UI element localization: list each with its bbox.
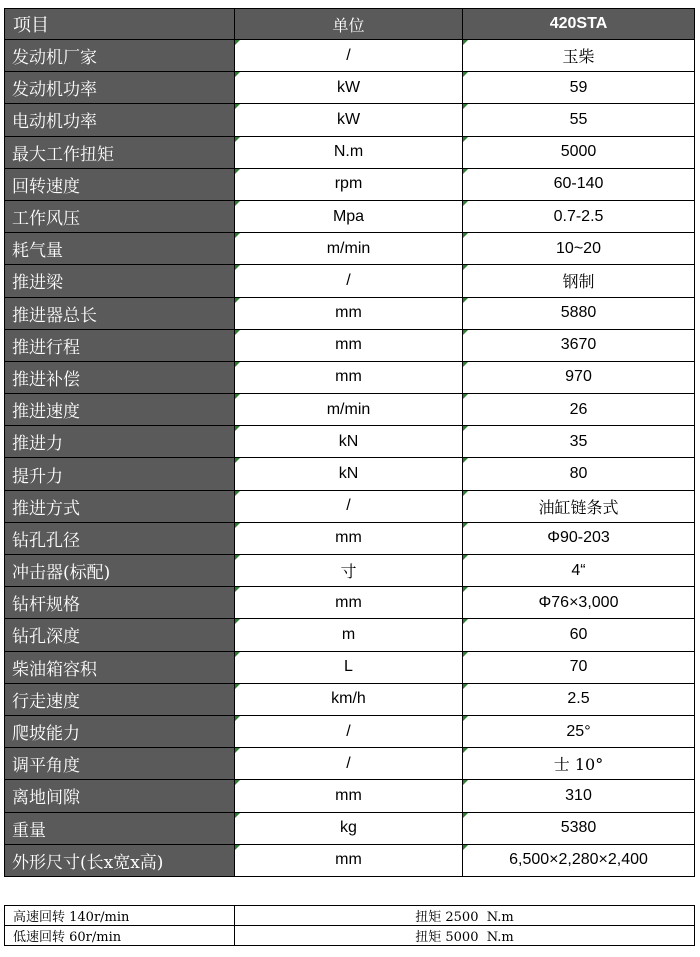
spec-row [5, 40, 695, 72]
spec-unit: mm [235, 361, 463, 393]
spec-value: 2.5 [463, 683, 695, 715]
spec-value: 5380 [463, 812, 695, 844]
spec-unit: m/min [235, 233, 463, 265]
spec-value: 60-140 [463, 168, 695, 200]
spec-value: 70 [463, 651, 695, 683]
spec-item-label: 柴油箱容积 [5, 651, 235, 683]
torque-value: 扭矩 5000 N.m [235, 926, 695, 946]
spec-value: 玉柴 [463, 40, 695, 72]
spec-item-label: 最大工作扭矩 [5, 136, 235, 168]
header-item: 项目 [5, 9, 235, 40]
spec-value: Φ90-203 [463, 522, 695, 554]
spec-unit: m [235, 619, 463, 651]
spec-value: 60 [463, 619, 695, 651]
spec-value: 5000 [463, 136, 695, 168]
spec-value: 35 [463, 426, 695, 458]
spec-unit: km/h [235, 683, 463, 715]
spec-row [5, 233, 695, 265]
spec-row [5, 619, 695, 651]
spec-item-label: 推进力 [5, 426, 235, 458]
spec-unit: N.m [235, 136, 463, 168]
spec-unit: / [235, 265, 463, 297]
spec-body [5, 40, 695, 877]
spec-unit: Mpa [235, 200, 463, 232]
spec-item-label: 回转速度 [5, 168, 235, 200]
spec-value: 3670 [463, 329, 695, 361]
torque-value: 扭矩 2500 N.m [235, 906, 695, 926]
spec-value: 4“ [463, 555, 695, 587]
spec-row [5, 168, 695, 200]
spec-unit: m/min [235, 394, 463, 426]
spec-unit: kN [235, 458, 463, 490]
spec-row [5, 104, 695, 136]
spec-unit: mm [235, 587, 463, 619]
spec-row [5, 683, 695, 715]
spec-item-label: 电动机功率 [5, 104, 235, 136]
header-row [5, 9, 695, 40]
spec-item-label: 爬坡能力 [5, 715, 235, 747]
spec-value: 0.7-2.5 [463, 200, 695, 232]
spec-unit: mm [235, 329, 463, 361]
spec-row [5, 844, 695, 876]
spec-item-label: 冲击器(标配) [5, 555, 235, 587]
spec-row [5, 587, 695, 619]
spec-item-label: 推进器总长 [5, 297, 235, 329]
spec-row [5, 329, 695, 361]
spec-row [5, 361, 695, 393]
torque-row-high [5, 906, 695, 926]
spec-item-label: 推进梁 [5, 265, 235, 297]
spec-item-label: 钻孔孔径 [5, 522, 235, 554]
torque-row-low [5, 926, 695, 946]
spec-row [5, 426, 695, 458]
spec-row [5, 715, 695, 747]
spec-row [5, 490, 695, 522]
spec-row [5, 265, 695, 297]
spec-value: Φ76×3,000 [463, 587, 695, 619]
spec-item-label: 工作风压 [5, 200, 235, 232]
spec-value: 6,500×2,280×2,400 [463, 844, 695, 876]
spec-row [5, 651, 695, 683]
spec-unit: kW [235, 72, 463, 104]
spec-unit: mm [235, 522, 463, 554]
spec-value: 士 10° [463, 748, 695, 780]
spec-item-label: 推进速度 [5, 394, 235, 426]
spec-item-label: 发动机功率 [5, 72, 235, 104]
spec-value: 钢制 [463, 265, 695, 297]
spec-value: 5880 [463, 297, 695, 329]
spec-value: 310 [463, 780, 695, 812]
torque-table [4, 905, 695, 946]
spec-item-label: 提升力 [5, 458, 235, 490]
spec-unit: kg [235, 812, 463, 844]
spec-row [5, 72, 695, 104]
spec-item-label: 离地间隙 [5, 780, 235, 812]
spec-unit: kN [235, 426, 463, 458]
spec-table [4, 8, 695, 877]
spec-row [5, 555, 695, 587]
spec-unit: L [235, 651, 463, 683]
spec-unit: / [235, 715, 463, 747]
spec-value: 970 [463, 361, 695, 393]
spec-row [5, 200, 695, 232]
spec-unit: mm [235, 297, 463, 329]
spec-row [5, 394, 695, 426]
spec-item-label: 行走速度 [5, 683, 235, 715]
spec-item-label: 外形尺寸(长x宽x高) [5, 844, 235, 876]
spec-row [5, 780, 695, 812]
spec-item-label: 推进行程 [5, 329, 235, 361]
spec-unit: mm [235, 844, 463, 876]
spec-item-label: 推进补偿 [5, 361, 235, 393]
spec-item-label: 重量 [5, 812, 235, 844]
spec-unit: mm [235, 780, 463, 812]
spec-value: 80 [463, 458, 695, 490]
spec-value: 55 [463, 104, 695, 136]
spec-row [5, 458, 695, 490]
spec-value: 油缸链条式 [463, 490, 695, 522]
spec-row [5, 748, 695, 780]
spec-item-label: 耗气量 [5, 233, 235, 265]
torque-label: 低速回转 60r/min [5, 926, 235, 946]
spec-unit: rpm [235, 168, 463, 200]
spec-unit: 寸 [235, 555, 463, 587]
spec-unit: kW [235, 104, 463, 136]
spec-item-label: 调平角度 [5, 748, 235, 780]
spec-value: 26 [463, 394, 695, 426]
spec-unit: / [235, 748, 463, 780]
header-model: 420STA [463, 9, 695, 40]
spec-value: 59 [463, 72, 695, 104]
header-unit: 单位 [235, 9, 463, 40]
spec-row [5, 297, 695, 329]
spec-value: 10~20 [463, 233, 695, 265]
spec-row [5, 812, 695, 844]
spec-value: 25° [463, 715, 695, 747]
spec-item-label: 钻杆规格 [5, 587, 235, 619]
spec-row [5, 136, 695, 168]
spec-unit: / [235, 490, 463, 522]
spec-unit: / [235, 40, 463, 72]
spec-item-label: 钻孔深度 [5, 619, 235, 651]
spec-item-label: 推进方式 [5, 490, 235, 522]
spec-item-label: 发动机厂家 [5, 40, 235, 72]
spec-row [5, 522, 695, 554]
torque-label: 高速回转 140r/min [5, 906, 235, 926]
